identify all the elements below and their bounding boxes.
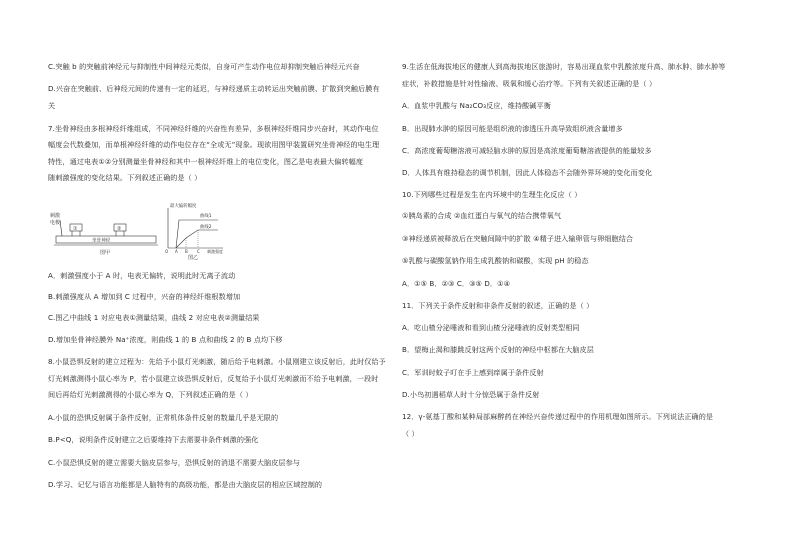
question-11-stem: 11．下列关于条件反射和非条件反射的叙述，正确的是（ ）: [402, 301, 594, 310]
option-a: A.小鼠的恐惧反射属于条件反射，正常机体条件反射的数量几乎是无限的: [48, 413, 279, 422]
tick-a: A: [175, 249, 178, 254]
y-axis-label: 最大偏转幅度: [170, 204, 197, 209]
option-c: C.图乙中曲线 1 对应电表①测量结果，曲线 2 对应电表②测量结果: [48, 313, 260, 322]
option-c: C．高浓度葡萄糖溶液可减轻脑水肿的原因是高浓度葡萄糖溶液提供的能量较多: [402, 146, 652, 155]
text-line: 随刺激强度的变化结果。下列叙述正确的是（ ）: [48, 173, 202, 182]
option-a: A．刺激强度小于 A 时，电表无偏转，说明此时无离子流动: [48, 271, 236, 280]
question-9-stem: 9.生活在低海拔地区的健康人到高海拔地区旅游时，容易出现血浆中乳酸浓度升高、肺水肿、肺水肿等: [402, 62, 726, 71]
electrode-label: 电极: [50, 220, 61, 226]
option-b: B．望梅止渴和膝跳反射这两个反射的神经中枢都在大脑皮层: [402, 345, 595, 354]
caption-b: 图乙: [188, 255, 199, 260]
text-line: 灯光刺激测得小鼠心率为 P，若小鼠建立该恐惧反射后，反复给予小鼠灯光刺激而不给予电刺激，一段时: [48, 374, 379, 383]
tick-o: O: [165, 249, 169, 254]
question-8-stem: 8.小鼠恐惧反射的建立过程为：先给予小鼠灯光刺激，随后给予电刺激。小鼠刚建立该反射后，此时仅给予: [48, 357, 386, 366]
tick-b: B: [185, 249, 188, 254]
text-line: 间后再给灯光刺激测得的小鼠心率为 Q，下列叙述正确的是（ ）: [48, 390, 253, 399]
caption-a: 图甲: [100, 250, 111, 256]
text-line: C.突触 b 的突触前神经元与抑制性中间神经元类似，自身可产生动作电位却抑制突触后神经元兴奋: [48, 62, 360, 71]
question-10-stem: 10.下列哪些过程是发生在内环境中的生理生化反应（ ）: [402, 190, 582, 199]
option-b: B．出现肺水肿的原因可能是组织液的渗透压升高导致组织液含量增多: [402, 124, 623, 133]
meter-1-label: ①: [73, 226, 78, 232]
question-7-stem: 7.坐骨神经由多根神经纤维组成，不同神经纤维的兴奋性有差异，多根神经纤维同步兴奋时，其动作电位: [48, 124, 379, 133]
option-d: D.增加坐骨神经膜外 Na⁺浓度，则曲线 1 的 B 点和曲线 2 的 B 点均下移: [48, 335, 283, 344]
option-c: C．军训时蚊子叮在手上感到痒属于条件反射: [402, 368, 544, 377]
q7-figure: [48, 200, 268, 260]
option-b: B.刺激强度从 A 增加到 C 过程中，兴奋的神经纤维根数增加: [48, 292, 241, 301]
statement-line: ⑤乳酸与碳酸氢钠作用生成乳酸钠和碳酸，实现 pH 的稳态: [402, 256, 589, 265]
text-line: 关: [48, 101, 56, 110]
nerve-label: 坐骨神经: [92, 238, 111, 244]
meter-2-label: ②: [117, 226, 122, 232]
text-line: D.兴奋在突触前、后神经元间的传递有一定的延迟，与神经递质主动转运出突触前膜、扩散到突触后膜有: [48, 84, 380, 93]
option-d: D.学习、记忆与语言功能都是人脑特有的高级功能，都是由大脑皮层的相应区域控制的: [48, 480, 323, 489]
curve-2-label: 曲线2: [200, 225, 212, 230]
curve-1: [176, 220, 218, 248]
option-d: D.小鸟初遇稻草人时十分惊恐属于条件反射: [402, 390, 540, 399]
text-line: （ ）: [402, 429, 419, 438]
statement-line: ③神经递质被释放后在突触间隙中的扩散 ④精子进入输卵管与卵细胞结合: [402, 234, 634, 243]
text-line: 幅度会代数叠加，而单根神经纤维的动作电位存在“全或无”现象。现欲用图甲装置研究坐骨神经的电生理: [48, 140, 380, 149]
option-c: C.小鼠恐惧反射的建立需要大脑皮层参与，恐惧反射的消退不需要大脑皮层参与: [48, 458, 300, 467]
text-line: 症状，补救措施是针对性输液、吸氧和缓心治疗等。下列有关叙述正确的是（ ）: [402, 79, 657, 88]
statement-line: ①胰岛素的合成 ②血红蛋白与氧气的结合携带氧气: [402, 211, 562, 220]
text-line: 特性，通过电表①②分别测量坐骨神经和其中一根神经纤维上的电位变化，图乙是电表最大偏转幅度: [48, 157, 364, 166]
option-b: B.P<Q，说明条件反射建立之后要维持下去需要非条件刺激的强化: [48, 435, 259, 444]
tick-c: C: [197, 249, 200, 254]
option-a: A．血浆中乳酸与 Na₂CO₃反应，维持酸碱平衡: [402, 101, 551, 110]
x-axis-label: 刺激强度: [207, 249, 223, 254]
stimulus-label: 刺激: [50, 213, 61, 219]
option-d: D．人体具有维持稳态的调节机制，因此人体稳态不会随外界环境的变化而变化: [402, 168, 653, 177]
question-12-stem: 12．γ-氨基丁酸和某种局部麻醉药在神经兴奋传递过程中的作用机理如图所示。下列说法正确的是: [402, 412, 714, 421]
curve-2: [176, 230, 218, 248]
option-a: A．吃山楂分泌唾液和看到山楂分泌唾液的反射类型相同: [402, 323, 580, 332]
curve-1-label: 曲线1: [200, 214, 212, 219]
options-row: A．①⑤ B．②③ C．③⑤ D．①④: [402, 279, 511, 288]
